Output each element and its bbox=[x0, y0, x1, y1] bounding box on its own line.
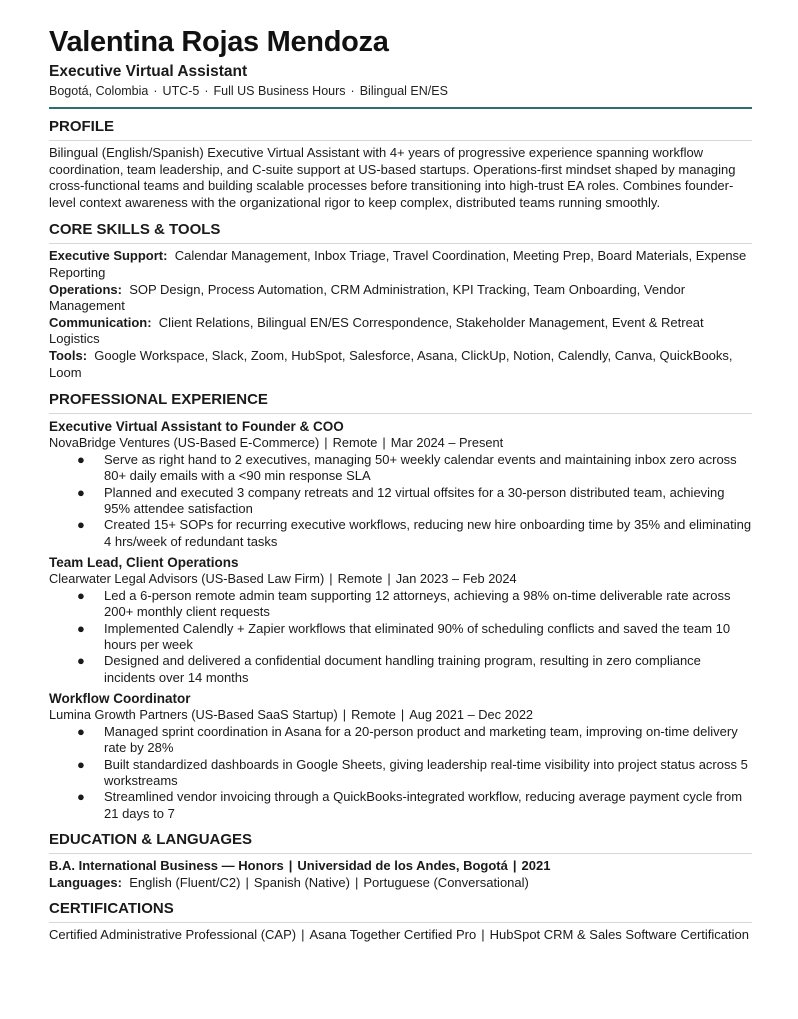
skill-row bbox=[49, 248, 752, 281]
separator: · bbox=[204, 84, 209, 98]
separator: | bbox=[329, 571, 333, 587]
skill-value: SOP Design, Process Automation, CRM Administration, KPI Tracking, Team Onboarding, Vendor Management bbox=[49, 281, 686, 314]
language: Spanish (Native) bbox=[253, 874, 350, 890]
profile-text: Bilingual (English/Spanish) Executive Virtual Assistant with 4+ years of progressive experience spanning workflow coordination, team leadership, and C-suite support at US-based startups. Operations-first mindset shaped by managing cross-functional teams and building scalable processes before transitioning into high-trust EA roles. Combines founder-level context awareness with the organizational rigor to keep complex, distributed teams running smoothly. bbox=[49, 145, 736, 210]
grad-year: 2021 bbox=[521, 858, 551, 874]
language: English (Fluent/C2) bbox=[129, 874, 241, 890]
certification: Asana Together Certified Pro bbox=[309, 927, 477, 943]
bullet-icon: ● bbox=[77, 789, 85, 805]
bullet-item bbox=[77, 484, 752, 518]
separator: | bbox=[288, 858, 293, 874]
bullet-icon: ● bbox=[77, 517, 85, 533]
candidate-title: Executive Virtual Assistant bbox=[49, 63, 248, 80]
job-title: Team Lead, Client Operations bbox=[49, 555, 239, 571]
separator: · bbox=[153, 84, 158, 98]
contact-hours: Full US Business Hours bbox=[213, 84, 346, 98]
bullet-item bbox=[77, 451, 752, 485]
separator: | bbox=[245, 874, 249, 890]
certifications-line bbox=[49, 927, 752, 944]
bullet-icon: ● bbox=[77, 620, 85, 636]
bullet-item bbox=[77, 653, 752, 686]
contact-line bbox=[49, 82, 752, 100]
bullet-text: Managed sprint coordination in Asana for a 20-person product and marketing team, improving on-time delivery rate by 28% bbox=[104, 723, 738, 756]
job-entry bbox=[49, 554, 752, 686]
skill-label: Communication: bbox=[49, 314, 152, 330]
contact-timezone: UTC-5 bbox=[162, 84, 200, 98]
location: Remote bbox=[337, 571, 383, 587]
section-heading-skills: CORE SKILLS & TOOLS bbox=[49, 221, 221, 239]
bullet-icon: ● bbox=[77, 756, 85, 772]
job-title: Executive Virtual Assistant to Founder & COO bbox=[49, 419, 344, 435]
separator: | bbox=[481, 927, 485, 943]
header-divider bbox=[49, 107, 752, 109]
section-heading-experience: PROFESSIONAL EXPERIENCE bbox=[49, 391, 268, 409]
separator: | bbox=[324, 435, 328, 451]
company: Lumina Growth Partners (US-Based SaaS Startup) bbox=[49, 707, 338, 723]
bullet-text: Designed and delivered a confidential document handling training program, resulting in zero compliance incidents over 14 months bbox=[104, 653, 701, 685]
location: Remote bbox=[332, 435, 378, 451]
certification: Certified Administrative Professional (CAP) bbox=[49, 927, 297, 943]
bullet-text: Implemented Calendly + Zapier workflows that eliminated 90% of scheduling conflicts and saved the team 10 hours per week bbox=[104, 620, 731, 652]
skill-row bbox=[49, 282, 752, 315]
separator: | bbox=[387, 571, 391, 587]
section-heading-profile: PROFILE bbox=[49, 118, 115, 135]
skill-label: Operations: bbox=[49, 281, 122, 297]
company: NovaBridge Ventures (US-Based E-Commerce) bbox=[49, 435, 320, 451]
contact-location: Bogotá, Colombia bbox=[49, 84, 149, 98]
section-divider bbox=[49, 853, 752, 854]
skill-row bbox=[49, 348, 752, 381]
bullet-item bbox=[77, 517, 752, 550]
bullet-text: Led a 6-person remote admin team supporting 12 attorneys, achieving a 98% on-time deliverable rate across 200+ monthly client requests bbox=[104, 587, 731, 620]
bullet-text: Planned and executed 3 company retreats and 12 virtual offsites for a 30-person distributed team, achieving 95% attendee satisfaction bbox=[104, 484, 725, 516]
job-entry bbox=[49, 690, 752, 822]
bullet-list bbox=[49, 588, 752, 686]
section-divider bbox=[49, 140, 752, 141]
bullet-text: Streamlined vendor invoicing through a QuickBooks-integrated workflow, reducing average payment cycle from 21 days to 7 bbox=[104, 789, 743, 821]
bullet-icon: ● bbox=[77, 451, 85, 467]
bullet-item bbox=[77, 723, 752, 757]
language: Portuguese (Conversational) bbox=[363, 874, 529, 890]
dates: Jan 2023 – Feb 2024 bbox=[395, 571, 517, 587]
job-title: Workflow Coordinator bbox=[49, 691, 191, 707]
bullet-text: Serve as right hand to 2 executives, managing 50+ weekly calendar events and maintaining inbox zero across 80+ daily emails with a <90 min response SLA bbox=[104, 451, 737, 484]
section-heading-education: EDUCATION & LANGUAGES bbox=[49, 831, 253, 849]
bullet-list bbox=[49, 452, 752, 550]
bullet-item bbox=[77, 587, 752, 621]
school: Universidad de los Andes, Bogotá bbox=[297, 858, 508, 874]
job-meta bbox=[49, 571, 752, 588]
certification: HubSpot CRM & Sales Software Certification bbox=[489, 927, 749, 943]
skill-label: Tools: bbox=[49, 347, 88, 363]
skill-label: Executive Support: bbox=[49, 248, 168, 264]
skill-row bbox=[49, 315, 752, 348]
dates: Aug 2021 – Dec 2022 bbox=[409, 707, 534, 723]
section-heading-certifications: CERTIFICATIONS bbox=[49, 900, 174, 918]
experience-list bbox=[49, 418, 752, 822]
separator: | bbox=[342, 707, 347, 723]
location: Remote bbox=[351, 707, 396, 723]
section-divider bbox=[49, 243, 752, 244]
separator: | bbox=[354, 874, 359, 890]
company: Clearwater Legal Advisors (US-Based Law Firm) bbox=[49, 571, 325, 587]
contact-languages: Bilingual EN/ES bbox=[359, 84, 448, 98]
separator: | bbox=[512, 858, 517, 874]
languages-line bbox=[49, 875, 752, 892]
separator: | bbox=[301, 927, 305, 943]
job-meta bbox=[49, 707, 752, 724]
bullet-text: Built standardized dashboards in Google Sheets, giving leadership real-time visibility into project status across 5 workstreams bbox=[104, 756, 748, 788]
job-meta bbox=[49, 435, 752, 452]
skills-list bbox=[49, 248, 752, 381]
bullet-list bbox=[49, 724, 752, 822]
separator: · bbox=[350, 84, 355, 98]
languages-label: Languages: bbox=[49, 874, 122, 890]
skill-value: Client Relations, Bilingual EN/ES Correspondence, Stakeholder Management, Event & Retreat Logistics bbox=[49, 314, 704, 347]
candidate-name: Valentina Rojas Mendoza bbox=[49, 26, 389, 58]
bullet-item bbox=[77, 756, 752, 790]
dates: Mar 2024 – Present bbox=[390, 435, 504, 451]
bullet-icon: ● bbox=[77, 484, 85, 500]
section-divider bbox=[49, 413, 752, 414]
bullet-icon: ● bbox=[77, 723, 85, 739]
bullet-icon: ● bbox=[77, 587, 85, 603]
bullet-icon: ● bbox=[77, 653, 85, 669]
degree-line bbox=[49, 858, 752, 875]
skill-value: Calendar Management, Inbox Triage, Travel Coordination, Meeting Prep, Board Materials, Expense Reporting bbox=[49, 248, 747, 280]
separator: | bbox=[400, 707, 405, 723]
skill-value: Google Workspace, Slack, Zoom, HubSpot, Salesforce, Asana, ClickUp, Notion, Calendly, Canva, QuickBooks, Loom bbox=[49, 347, 733, 380]
separator: | bbox=[382, 435, 386, 451]
section-divider bbox=[49, 922, 752, 923]
bullet-text: Created 15+ SOPs for recurring executive workflows, reducing new hire onboarding time by 35% and eliminating 4 hrs/week of redundant tasks bbox=[104, 517, 752, 549]
degree: B.A. International Business — Honors bbox=[49, 858, 284, 874]
bullet-item bbox=[77, 789, 752, 822]
job-entry bbox=[49, 418, 752, 550]
bullet-item bbox=[77, 620, 752, 654]
